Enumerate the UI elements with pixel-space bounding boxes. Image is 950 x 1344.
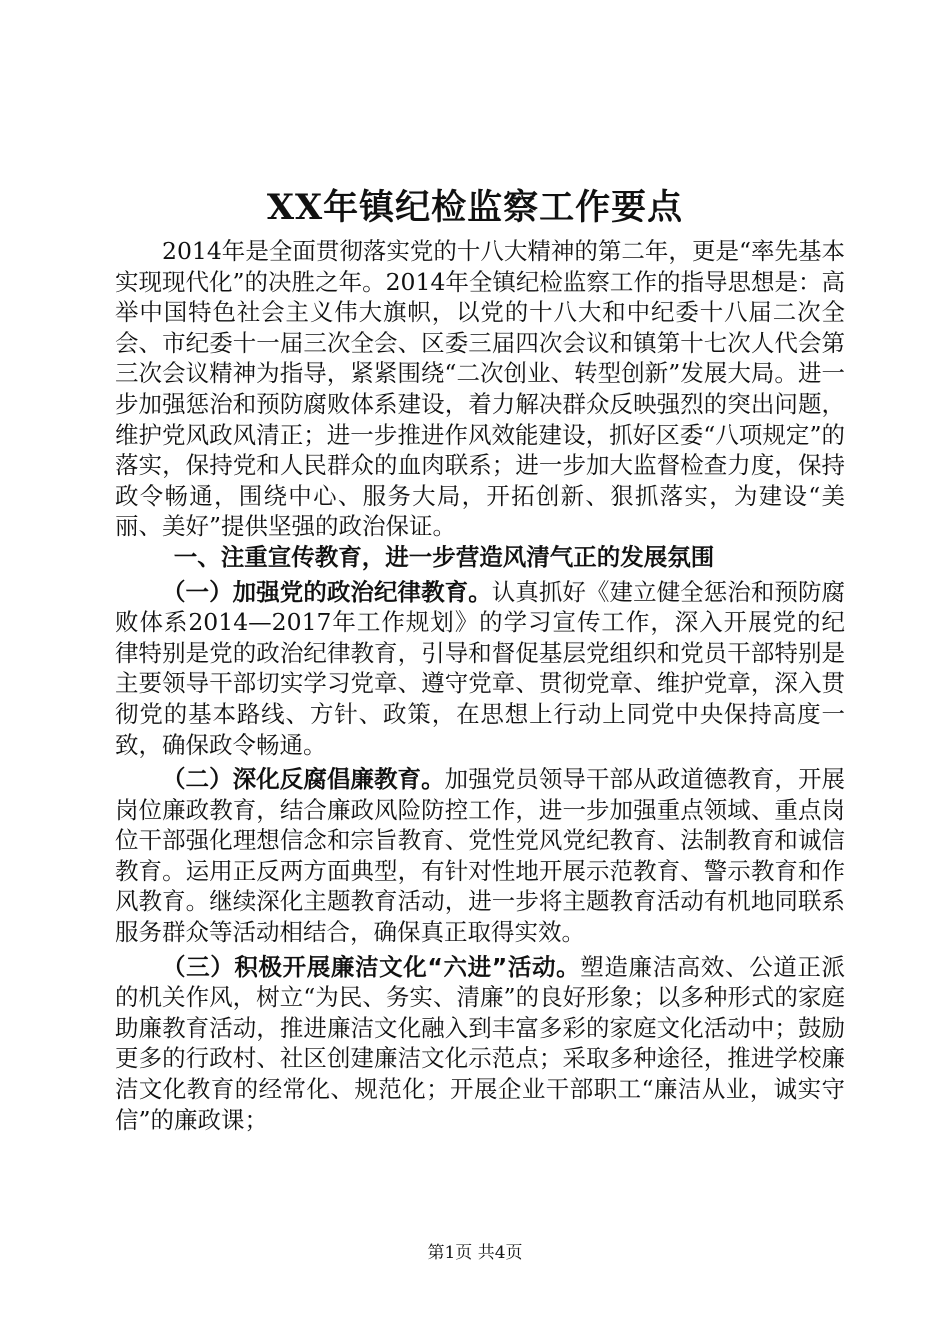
- item-lead: （一）加强党的政治纪律教育。: [162, 577, 492, 606]
- list-item: [115, 577, 845, 761]
- list-item: [115, 952, 845, 1136]
- item-text: 认真抓好《建立健全惩治和预防腐败体系2014—2017年工作规划》的学习宣传工作，深入开展党的纪律特别是党的政治纪律教育，引导和督促基层党组织和党员干部特别是主要领导干部切实学习党章、遵守党章、贯彻党章、维护党章，深入贯彻党的基本路线、方针、政策，在思想上行动上同党中央保持高度一致，确保政令畅通。: [115, 577, 845, 759]
- item-text: 加强党员领导干部从政道德教育，开展岗位廉政教育，结合廉政风险防控工作，进一步加强重点领域、重点岗位干部强化理想信念和宗旨教育、党性党风党纪教育、法制教育和诚信教育。运用正反两方面典型，有针对性地开展示范教育、警示教育和作风教育。继续深化主题教育活动，进一步将主题教育活动有机地同联系服务群众等活动相结合，确保真正取得实效。: [115, 765, 846, 947]
- list-item: [115, 764, 845, 948]
- document-body: [115, 236, 845, 1135]
- document-title: XX年镇纪检监察工作要点: [266, 187, 684, 228]
- intro-paragraph: 2014年是全面贯彻落实党的十八大精神的第二年，更是“率先基本实现现代化”的决胜之年。2014年全镇纪检监察工作的指导思想是：高举中国特色社会主义伟大旗帜，以党的十八大和中纪委十八届二次全会、市纪委十一届三次全会、区委三届四次会议和镇第十七次人代会第三次会议精神为指导，紧紧围绕“二次创业、转型创新”发展大局。进一步加强惩治和预防腐败体系建设，着力解决群众反映强烈的突出问题，维护党风政风清正；进一步推进作风效能建设，抓好区委“八项规定”的落实，保持党和人民群众的血肉联系；进一步加大监督检查力度，保持政令畅通，围绕中心、服务大局，开拓创新、狠抓落实，为建设“美丽、美好”提供坚强的政治保证。: [115, 237, 845, 541]
- item-lead: （二）深化反腐倡廉教育。: [162, 765, 445, 794]
- page-number-footer: 第1页 共4页: [427, 1243, 523, 1263]
- section-heading: 一、注重宣传教育，进一步营造风清气正的发展氛围: [173, 542, 715, 571]
- item-lead: （三）积极开展廉洁文化“六进”活动。: [162, 952, 581, 981]
- item-text: 塑造廉洁高效、公道正派的机关作风，树立“为民、务实、清廉”的良好形象；以多种形式的家庭助廉教育活动，推进廉洁文化融入到丰富多彩的家庭文化活动中；鼓励更多的行政村、社区创建廉洁文化示范点；采取多种途径，推进学校廉洁文化教育的经常化、规范化；开展企业干部职工“廉洁从业，诚实守信”的廉政课；: [115, 952, 846, 1134]
